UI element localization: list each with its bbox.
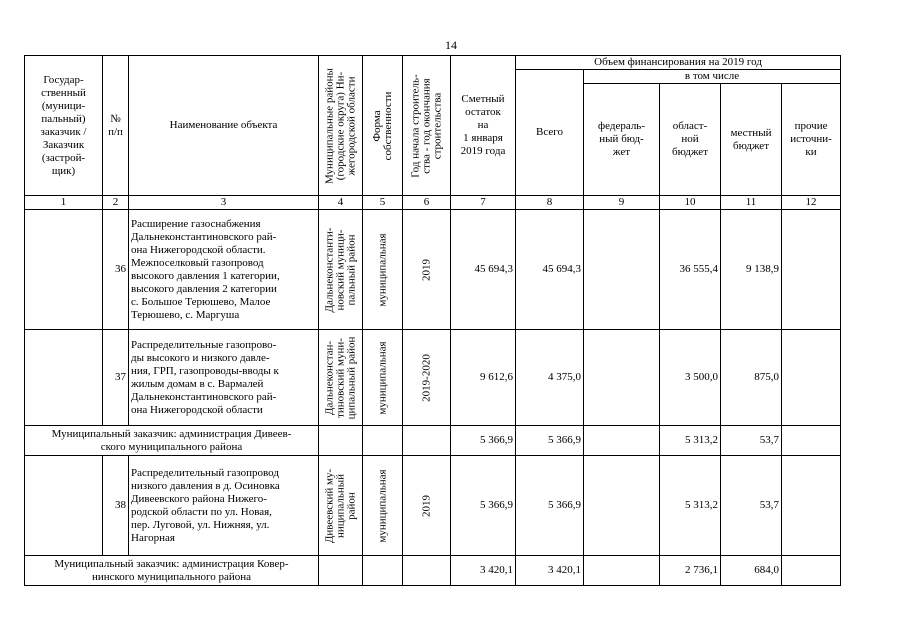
ownership-cell: муниципальная <box>363 330 403 426</box>
ownership-cell: муниципальная <box>363 210 403 330</box>
col-num: 9 <box>584 196 660 210</box>
empty-cell <box>319 556 363 586</box>
empty-cell <box>403 426 451 456</box>
ownership-cell: муниципальная <box>363 456 403 556</box>
empty-cell <box>319 426 363 456</box>
regional-value: 5 313,2 <box>660 456 721 556</box>
header-including: в том числе <box>584 70 841 84</box>
object-name: Распределительные газопрово- ды высокого и низкого давле- ния, ГРП, газопроводы-вводы к жилым домам в с. Вармалей Дальнеконстантиновского рай- она Нижегородской области <box>129 330 319 426</box>
district-cell: Дальнеконстанти- новский муници- пальный район <box>319 210 363 330</box>
empty-cell <box>782 426 841 456</box>
empty-cell <box>584 426 660 456</box>
header-federal: федераль- ный бюд- жет <box>584 84 660 196</box>
col-num: 5 <box>363 196 403 210</box>
table-row-36 <box>25 210 841 330</box>
header-balance: Сметный остаток на 1 января 2019 года <box>451 56 516 196</box>
total-value: 5 366,9 <box>516 426 584 456</box>
local-value: 9 138,9 <box>721 210 782 330</box>
years-cell: 2019 <box>403 456 451 556</box>
subtotal-row-kovernino <box>25 556 841 586</box>
total-value: 3 420,1 <box>516 556 584 586</box>
empty-cell <box>363 426 403 456</box>
column-numbers-row <box>25 196 841 210</box>
balance-value: 9 612,6 <box>451 330 516 426</box>
object-name: Расширение газоснабжения Дальнеконстантиновского рай- она Нижегородской области. Межпоселковый газопровод высокого давления 1 категории, высокого давления 2 категории с. Большое Терюшево, Малое Терюшево, с. Маргуша <box>129 210 319 330</box>
header-district: Муниципальные районы (городские округа) Ни- жегородской области <box>319 56 363 196</box>
other-value <box>782 330 841 426</box>
col-num: 7 <box>451 196 516 210</box>
col-num: 6 <box>403 196 451 210</box>
balance-value: 5 366,9 <box>451 456 516 556</box>
row-number: 37 <box>103 330 129 426</box>
col-num: 12 <box>782 196 841 210</box>
other-value <box>782 210 841 330</box>
col-num: 3 <box>129 196 319 210</box>
regional-value: 2 736,1 <box>660 556 721 586</box>
regional-value: 5 313,2 <box>660 426 721 456</box>
col-num: 2 <box>103 196 129 210</box>
years-cell: 2019-2020 <box>403 330 451 426</box>
header-local: местный бюджет <box>721 84 782 196</box>
header-number: № п/п <box>103 56 129 196</box>
total-value: 5 366,9 <box>516 456 584 556</box>
header-funding-title: Объем финансирования на 2019 год <box>516 56 841 70</box>
federal-value <box>584 456 660 556</box>
local-value: 53,7 <box>721 426 782 456</box>
years-cell: 2019 <box>403 210 451 330</box>
balance-value: 5 366,9 <box>451 426 516 456</box>
empty-cell <box>584 556 660 586</box>
regional-value: 3 500,0 <box>660 330 721 426</box>
district-cell: Дивеевский му- ниципальный район <box>319 456 363 556</box>
federal-value <box>584 330 660 426</box>
table-row-37 <box>25 330 841 426</box>
empty-cell <box>403 556 451 586</box>
col-num: 4 <box>319 196 363 210</box>
customer-cell <box>25 210 103 330</box>
header-ownership: Форма собственности <box>363 56 403 196</box>
municipal-customer-label: Муниципальный заказчик: администрация Дивеев- ского муниципального района <box>25 426 319 456</box>
subtotal-row-diveevo <box>25 426 841 456</box>
other-value <box>782 456 841 556</box>
empty-cell <box>782 556 841 586</box>
object-name: Распределительный газопровод низкого давления в д. Осиновка Дивеевского района Нижего- родской области по ул. Новая, пер. Луговой, ул. Нижняя, ул. Нагорная <box>129 456 319 556</box>
col-num: 10 <box>660 196 721 210</box>
local-value: 875,0 <box>721 330 782 426</box>
header-other: прочие источни- ки <box>782 84 841 196</box>
header-row-1 <box>25 56 841 70</box>
municipal-customer-label: Муниципальный заказчик: администрация Ковер- нинского муниципального района <box>25 556 319 586</box>
balance-value: 45 694,3 <box>451 210 516 330</box>
page-number: 14 <box>445 38 457 52</box>
header-years: Год начала строитель- ства - год окончания строительства <box>403 56 451 196</box>
district-cell: Дальнеконстан- тиновский муни- ципальный район <box>319 330 363 426</box>
header-customer: Государ- ственный (муници- пальный) заказчик / Заказчик (застрой- щик) <box>25 56 103 196</box>
col-num: 1 <box>25 196 103 210</box>
financing-table <box>24 55 841 586</box>
total-value: 4 375,0 <box>516 330 584 426</box>
federal-value <box>584 210 660 330</box>
customer-cell <box>25 456 103 556</box>
header-object-name: Наименование объекта <box>129 56 319 196</box>
row-number: 38 <box>103 456 129 556</box>
balance-value: 3 420,1 <box>451 556 516 586</box>
col-num: 8 <box>516 196 584 210</box>
header-total: Всего <box>516 70 584 196</box>
local-value: 53,7 <box>721 456 782 556</box>
total-value: 45 694,3 <box>516 210 584 330</box>
empty-cell <box>363 556 403 586</box>
row-number: 36 <box>103 210 129 330</box>
header-regional: област- ной бюджет <box>660 84 721 196</box>
local-value: 684,0 <box>721 556 782 586</box>
table-row-38 <box>25 456 841 556</box>
regional-value: 36 555,4 <box>660 210 721 330</box>
col-num: 11 <box>721 196 782 210</box>
customer-cell <box>25 330 103 426</box>
